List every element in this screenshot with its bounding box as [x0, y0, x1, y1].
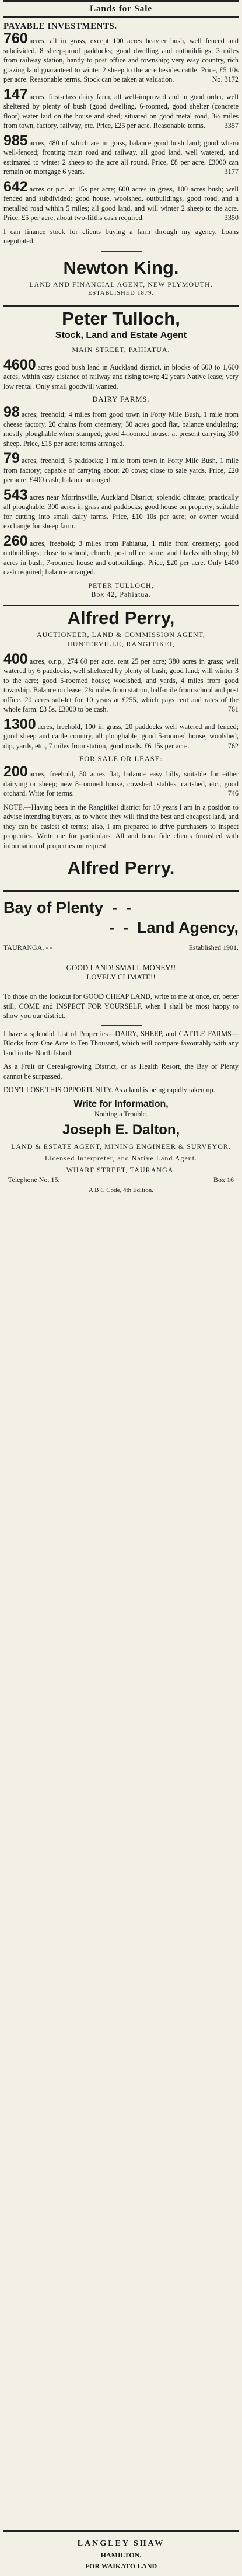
bay-box: Box 16	[213, 1175, 234, 1184]
listing-text: acres, freehold, 50 acres flat, balance easy hills, suitable for either dairying or sheep; new 8-roomed house, cowshed, stables, cartshed, etc., good orchard. Write for terms.	[3, 770, 239, 797]
newton-established: ESTABLISHED 1879.	[88, 290, 154, 297]
divider	[101, 1025, 142, 1026]
listing-ref: 3357	[224, 121, 239, 130]
listing	[3, 406, 239, 448]
listing-acreage: 760	[3, 30, 28, 47]
bay-telephone: Telephone No. 15.	[8, 1175, 60, 1184]
listing-ref: 3177	[224, 168, 239, 176]
bay-established: Established 1901.	[188, 943, 239, 951]
listing	[3, 356, 239, 392]
bay-codes: A B C Code, 4th Edition.	[89, 1186, 153, 1194]
slogan2: LOVELY CLIMATE!!	[86, 972, 156, 981]
for-sale-heading: FOR SALE OR LEASE:	[79, 755, 163, 763]
listing-acreage: 642	[3, 178, 28, 195]
listing-ref: 762	[227, 741, 239, 750]
newton-sub: LAND AND FINANCIAL AGENT, NEW PLYMOUTH.	[29, 280, 213, 288]
divider	[101, 251, 142, 252]
listing-acreage: 200	[3, 764, 28, 780]
bay-wharf: WHARF STREET, TAURANGA.	[66, 1165, 176, 1174]
listing	[3, 178, 239, 223]
listing	[3, 30, 239, 85]
listing-text: acres, freehold, 100 in grass, 20 paddocks well watered and fenced; good sheep and cattle country, all ploughable; good 5-roomed house, woolshed, dip, yards, etc., 7 miles from station, good roads. £6 15s per acre.	[3, 722, 239, 750]
langley-place: HAMILTON.	[100, 2551, 142, 2559]
listing	[3, 650, 239, 714]
perry-note: NOTE.—Having been in the Rangitikei district for 10 years I am in a position to advise intending buyers, as to where they will find the best and cheapest land, and they can be easiest of terms; also, I am prepared to drive purchasers to inspect properties. Write me for particulars. All and bona fide clients furnished with information of properties on request.	[3, 803, 239, 850]
listing-text: acres, first-class dairy farm, all well-improved and in good order, well sheltered by plenty of bush (good dwelling, 6-roomed, good shelter (concrete floor) water laid on the house and shed; situated on good metal road, 3½ miles from town, factory, railway, etc. Price, £25 per acre. Reasonable terms.	[3, 92, 239, 130]
listing-text: acres or p.n. at 15s per acre; 600 acres in grass, 100 acres bush; well fenced and subdivided; good house, woolshed, outbuildings, good road, and a metalled road within 5 miles; all good land, and will winter 2 sheep to the acre. Price, £5 per acre, about two-fifths cash required.	[3, 184, 239, 222]
listing-text: acres, freehold; 3 miles from Pahiatua, 1 mile from creamery; good outbuildings; close to school, church, post office, store, and blacksmith shop; 60 acres in bush; 7-roomed house and outbuildings. Price, £20 per acre. Only £400 cash required; balance arranged.	[3, 539, 239, 576]
bay-agent: Joseph E. Dalton,	[62, 1121, 180, 1138]
dairy-heading: DAIRY FARMS.	[92, 395, 150, 403]
perry-sub1: AUCTIONEER, LAND & COMMISSION AGENT,	[36, 630, 206, 639]
listing-text: acres, freehold; 5 paddocks; 1 mile from town in Forty Mile Bush, 1 mile from factory; capable of carrying about 20 cows; close to sale yards. Price, £20 per acre. £400 cash; balance arranged.	[3, 456, 239, 484]
langley-name: LANGLEY SHAW	[77, 2539, 165, 2548]
listing-text: acres, all in grass, except 100 acres heavier bush, well fenced and subdivided, 8 sheep-proof paddocks; good dwelling and outbuildings; 3 miles from railway station, handy to post office and township; very easy country, rich grazing land guaranteed to winter 2 sheep to the acre besides cattle. Price, £5 10s per acre. Reasonable terms. Stock can be taken at valuation.	[3, 37, 239, 83]
listing-text: acres, freehold; 4 miles from good town in Forty Mile Bush, 1 mile from cheese factory, 20 chains from creamery; 30 acres good flat, balance undulating; mostly ploughable when stumped; good 4-roomed house; at present carrying 300 sheep. Price, £15 per acre; terms arranged.	[3, 410, 239, 448]
slogan1: GOOD LAND! SMALL MONEY!!	[66, 963, 176, 972]
listing-acreage: 79	[3, 450, 20, 466]
bay-dont: DON'T LOSE THIS OPPORTUNITY. As a land is being rapidly taken up.	[3, 1086, 215, 1094]
langley-for: FOR WAIKATO LAND	[85, 2562, 157, 2570]
listing	[3, 452, 239, 485]
tulloch-box: Box 42, Pahiatua.	[91, 590, 151, 598]
bay-nothing: Nothing a Trouble.	[94, 1109, 148, 1118]
newton-king-ad	[3, 18, 239, 298]
listing-acreage: 400	[3, 650, 28, 667]
bay-list: I have a splendid List of Properties—DAIRY, SHEEP, and CATTLE FARMS—Blocks from One Acre to Ten Thousand, which will compare favourably with any land in the North Island.	[3, 1029, 239, 1057]
listing-ref: No. 3172	[212, 75, 239, 83]
bay-write: Write for Information,	[73, 1099, 169, 1109]
bay-line1: Bay of Plenty - -	[3, 899, 132, 916]
newton-firm: Newton King.	[63, 257, 179, 278]
bay-fruit: As a Fruit or Cereal-growing District, or as Health Resort, the Bay of Plenty cannot be surpassed.	[3, 1062, 239, 1080]
listing-acreage: 147	[3, 86, 28, 103]
bay-line2-text: Land Agency,	[136, 919, 239, 936]
listing-text: acres, 480 of which are in grass, balance good bush land; good wharo well-fenced; fronting main road and railway, all good land, well watered, and estimated to winter 2 sheep to the acre all round. Price, £8 per acre. £3000 can remain on mortgage 6 years.	[3, 138, 239, 176]
perry-ad	[3, 606, 239, 880]
bay-agent-sub: LAND & ESTATE AGENT, MINING ENGINEER & SURVEYOR.	[11, 1142, 231, 1151]
listing	[3, 716, 239, 751]
perry-footer: Alfred Perry.	[67, 857, 175, 878]
bay-contact-row	[8, 1176, 234, 1184]
listing-acreage: 260	[3, 532, 28, 549]
bay-place-row: TAURANGA, - - Established 1901.	[3, 943, 239, 951]
page-column	[3, 0, 239, 1194]
listing-acreage: 98	[3, 404, 20, 420]
listing	[3, 766, 239, 799]
listing-ref: 761	[227, 705, 239, 713]
listing-ref: 746	[227, 789, 239, 797]
tulloch-address: MAIN STREET, PAHIATUA.	[72, 345, 170, 354]
divider-rule	[3, 2530, 239, 2532]
bay-place: TAURANGA,	[3, 943, 44, 951]
listing-acreage: 985	[3, 132, 28, 149]
listing-text: acres near Morrinsville, Auckland District; splendid climate; practically all ploughable, 300 acres in grass and paddocks; good house on property; suitable for cutting into small dairy farms. Price, £10 10s per acre; or owner would exchange for sheep farm.	[3, 493, 239, 530]
listing-ref: 3350	[224, 214, 239, 222]
listing-acreage: 1300	[3, 716, 36, 733]
listing	[3, 486, 239, 531]
bay-line1-text: Bay of Plenty	[3, 899, 104, 916]
listing-text: acres good bush land in Auckland district, in blocks of 600 to 1,600 acres, within easy distance of railway and rising town; 42 years Native lease; very low rental. Only small goodwill wanted.	[3, 362, 239, 391]
listing	[3, 86, 239, 131]
listing	[3, 132, 239, 177]
payable-heading: PAYABLE INVESTMENTS.	[3, 22, 117, 31]
tulloch-tag: Stock, Land and Estate Agent	[55, 330, 187, 340]
finance-note: I can finance stock for clients buying a farm through my agency. Loans negotiated.	[3, 227, 239, 245]
langley-shaw-ad	[3, 2530, 239, 2571]
bay-licensed: Licensed Interpreter, and Native Land Agent.	[44, 1153, 198, 1162]
bay-line2: - - Land Agency,	[108, 919, 239, 936]
tulloch-sign: PETER TULLOCH,	[88, 581, 154, 590]
perry-sub2: HUNTERVILLE, RANGITIKEI,	[67, 639, 175, 648]
tulloch-name: Peter Tulloch,	[62, 308, 180, 329]
listing	[3, 532, 239, 577]
listing-acreage: 543	[3, 486, 28, 503]
banner-lands-for-sale: Lands for Sale	[89, 4, 153, 13]
listing-text: acres, o.r.p., 274 60 per acre, rent 25 per acre; 380 acres in grass; well watered by 6 paddocks, well sheltered by plenty of bush; good land; will winter 3 to the acre; good 5-roomed house; woolshed, and yards, 4 miles from good township. Balance on lease; 2¼ miles from station, half-mile from school and post office. 20 acres sub-let for 10 years at £255, which pays rent and rates of the whole farm. £3 5s. £3000 to be cash.	[3, 657, 239, 713]
bay-intro: To those on the lookout for GOOD CHEAP LAND, write to me at once, or, better still, COME and INSPECT FOR YOURSELF, when I shall be most happy to show you our district.	[3, 992, 239, 1020]
tulloch-ad	[3, 307, 239, 599]
perry-name: Alfred Perry,	[67, 607, 175, 628]
listing-acreage: 4600	[3, 356, 36, 373]
bay-of-plenty-ad	[3, 892, 239, 1194]
